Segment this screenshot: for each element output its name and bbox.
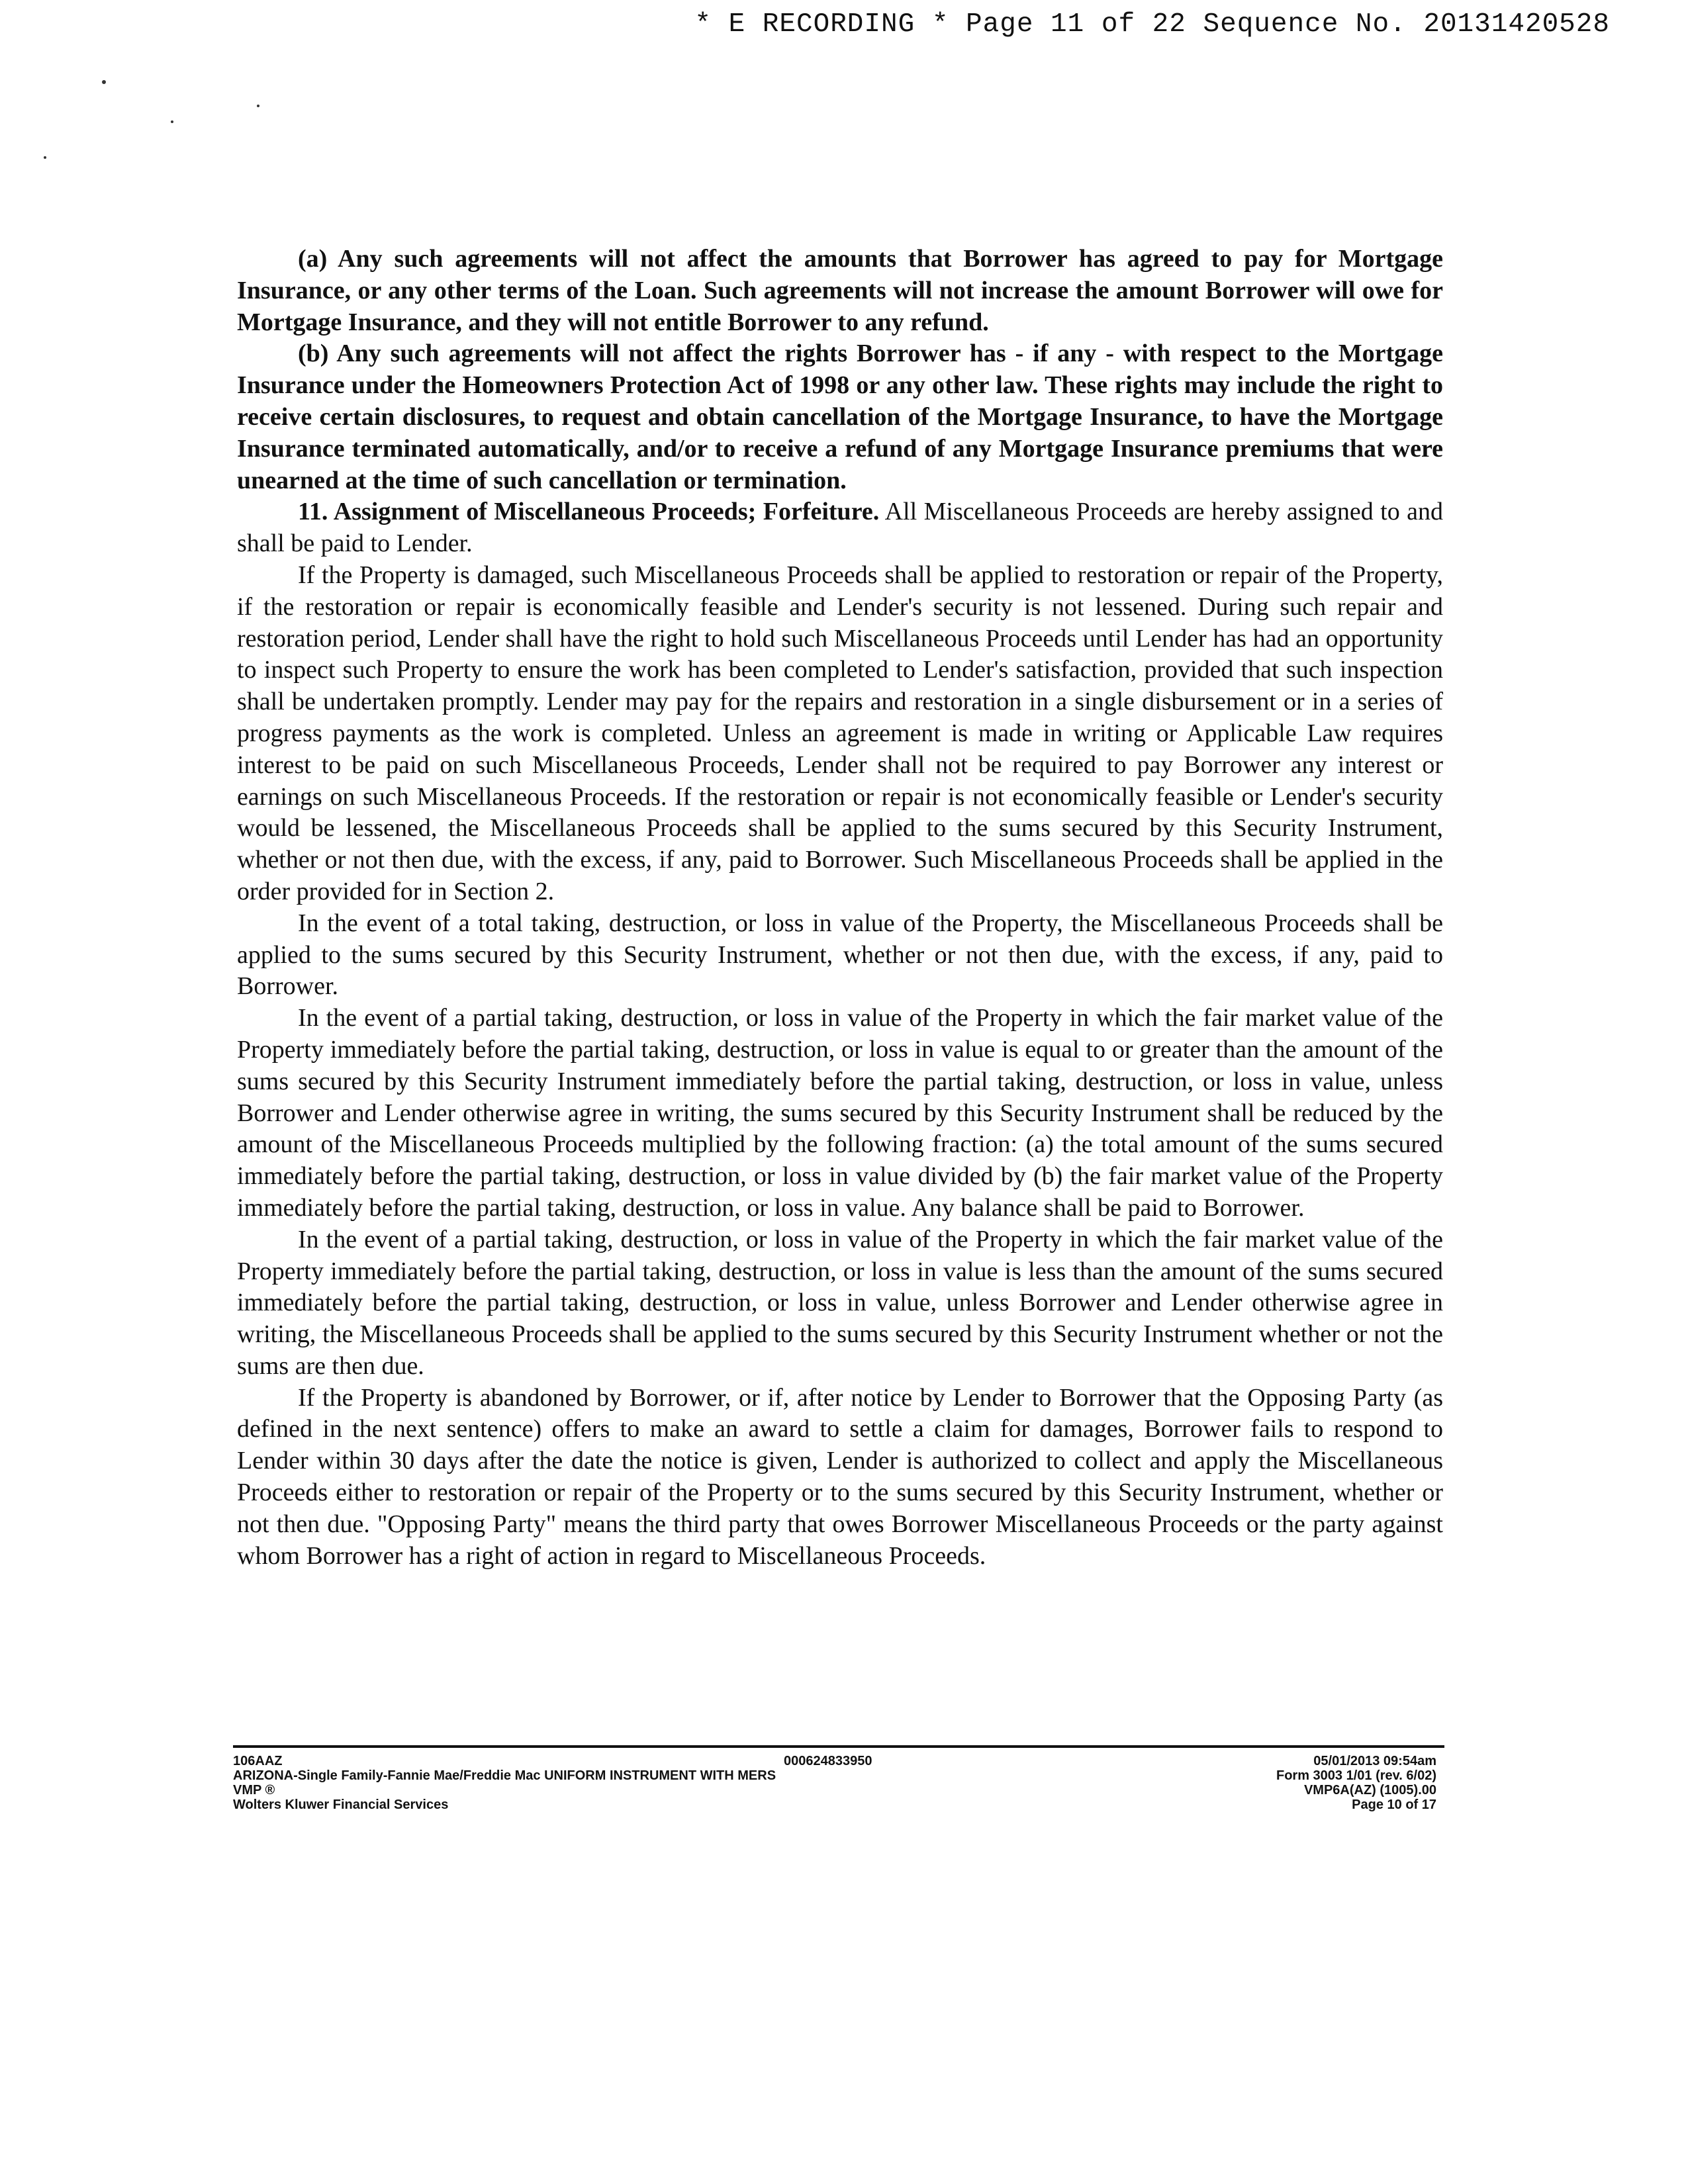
footer-left (233, 1754, 776, 1812)
section-heading: 11. Assignment of Miscellaneous Proceeds; Forfeiture. (298, 498, 880, 526)
timestamp: 05/01/2013 09:54am (1313, 1754, 1436, 1768)
loan-number: 000624833950 (784, 1754, 872, 1768)
paragraph-a: (a) Any such agreements will not affect the amounts that Borrower has agreed to pay for Mortgage Insurance, or any other terms of the Loan. Such agreements will not increase the amount Borrower will owe for Mortgage Insurance, and they will not entitle Borrower to any refund. (237, 245, 1443, 336)
section-11-heading-paragraph: 11. Assignment of Miscellaneous Proceeds; Forfeiture. All Miscellaneous Proceeds are hereby assigned to and shall be paid to Lender. (237, 498, 1443, 558)
paragraph-abandoned: If the Property is abandoned by Borrower, or if, after notice by Lender to Borrower that the Opposing Party (as defined in the next sentence) offers to make an award to settle a claim for damages, Borrower fails to respond to Lender within 30 days after the date the notice is given, Lender is authorized to collect and apply the Miscellaneous Proceeds either to restoration or repair of the Property or to the sums secured by this Security Instrument, whether or not then due. "Opposing Party" means the third party that owes Borrower Miscellaneous Proceeds or the party against whom Borrower has a right of action in regard to Miscellaneous Proceeds. (237, 1383, 1443, 1570)
footer-divider (233, 1745, 1444, 1748)
footer-right (1276, 1754, 1436, 1812)
form-number: Form 3003 1/01 (rev. 6/02) (1276, 1768, 1436, 1783)
document-body (237, 244, 1443, 1572)
form-code: 106AAZ (233, 1754, 283, 1768)
paragraph-b: (b) Any such agreements will not affect the rights Borrower has - if any - with respect to the Mortgage Insurance under the Homeowners Protection Act of 1998 or any other law. These rights may include the right to receive certain disclosures, to request and obtain cancellation of the Mortgage Insurance, to have the Mortgage Insurance terminated automatically, and/or to receive a refund of any Mortgage Insurance premiums that were unearned at the time of such cancellation or termination. (237, 340, 1443, 494)
recording-header: * E RECORDING * Page 11 of 22 Sequence No. 20131420528 (694, 9, 1610, 40)
vmp-code: VMP6A(AZ) (1005).00 (1303, 1783, 1436, 1797)
vmp-mark: VMP ® (233, 1783, 275, 1797)
paragraph-partial-taking-less: In the event of a partial taking, destruction, or loss in value of the Property in which the fair market value of the Property immediately before the partial taking, destruction, or loss in value is less than the amount of the sums secured immediately before the partial taking, destruction, or loss in value, unless Borrower and Lender otherwise agree in writing, the Miscellaneous Proceeds shall be applied to the sums secured by this Security Instrument whether or not the sums are then due. (237, 1225, 1443, 1380)
scan-speck (257, 105, 259, 107)
paragraph-partial-taking-equal: In the event of a partial taking, destruction, or loss in value of the Property in which the fair market value of the Property immediately before the partial taking, destruction, or loss in value is equal to or greater than the amount of the sums secured by this Security Instrument immediately before the partial taking, destruction, or loss in value, unless Borrower and Lender otherwise agree in writing, the sums secured by this Security Instrument shall be reduced by the amount of the Miscellaneous Proceeds multiplied by the following fraction: (a) the total amount of the sums secured immediately before the partial taking, destruction, or loss in value divided by (b) the fair market value of the Property immediately before the partial taking, destruction, or loss in value. Any balance shall be paid to Borrower. (237, 1004, 1443, 1222)
paragraph-total-taking: In the event of a total taking, destruction, or loss in value of the Property, the Miscellaneous Proceeds shall be applied to the sums secured by this Security Instrument, whether or not then due, with the excess, if any, paid to Borrower. (237, 909, 1443, 1001)
scan-speck (171, 120, 173, 123)
scan-speck (102, 80, 106, 84)
form-title: ARIZONA-Single Family-Fannie Mae/Freddie Mac UNIFORM INSTRUMENT WITH MERS (233, 1768, 776, 1783)
footer-middle (784, 1754, 872, 1768)
page-number: Page 10 of 17 (1352, 1797, 1436, 1812)
company-name: Wolters Kluwer Financial Services (233, 1797, 449, 1812)
scan-speck (44, 156, 46, 159)
paragraph-damaged: If the Property is damaged, such Miscellaneous Proceeds shall be applied to restoration or repair of the Property, if the restoration or repair is economically feasible and Lender's security is not lessened. During such repair and restoration period, Lender shall have the right to hold such Miscellaneous Proceeds until Lender has had an opportunity to inspect such Property to ensure the work has been completed to Lender's satisfaction, provided that such inspection shall be undertaken promptly. Lender may pay for the repairs and restoration in a single disbursement or in a series of progress payments as the work is completed. Unless an agreement is made in writing or Applicable Law requires interest to be paid on such Miscellaneous Proceeds, Lender shall not be required to pay Borrower any interest or earnings on such Miscellaneous Proceeds. If the restoration or repair is not economically feasible or Lender's security would be lessened, the Miscellaneous Proceeds shall be applied to the sums secured by this Security Instrument, whether or not then due, with the excess, if any, paid to Borrower. Such Miscellaneous Proceeds shall be applied in the order provided for in Section 2. (237, 561, 1443, 905)
